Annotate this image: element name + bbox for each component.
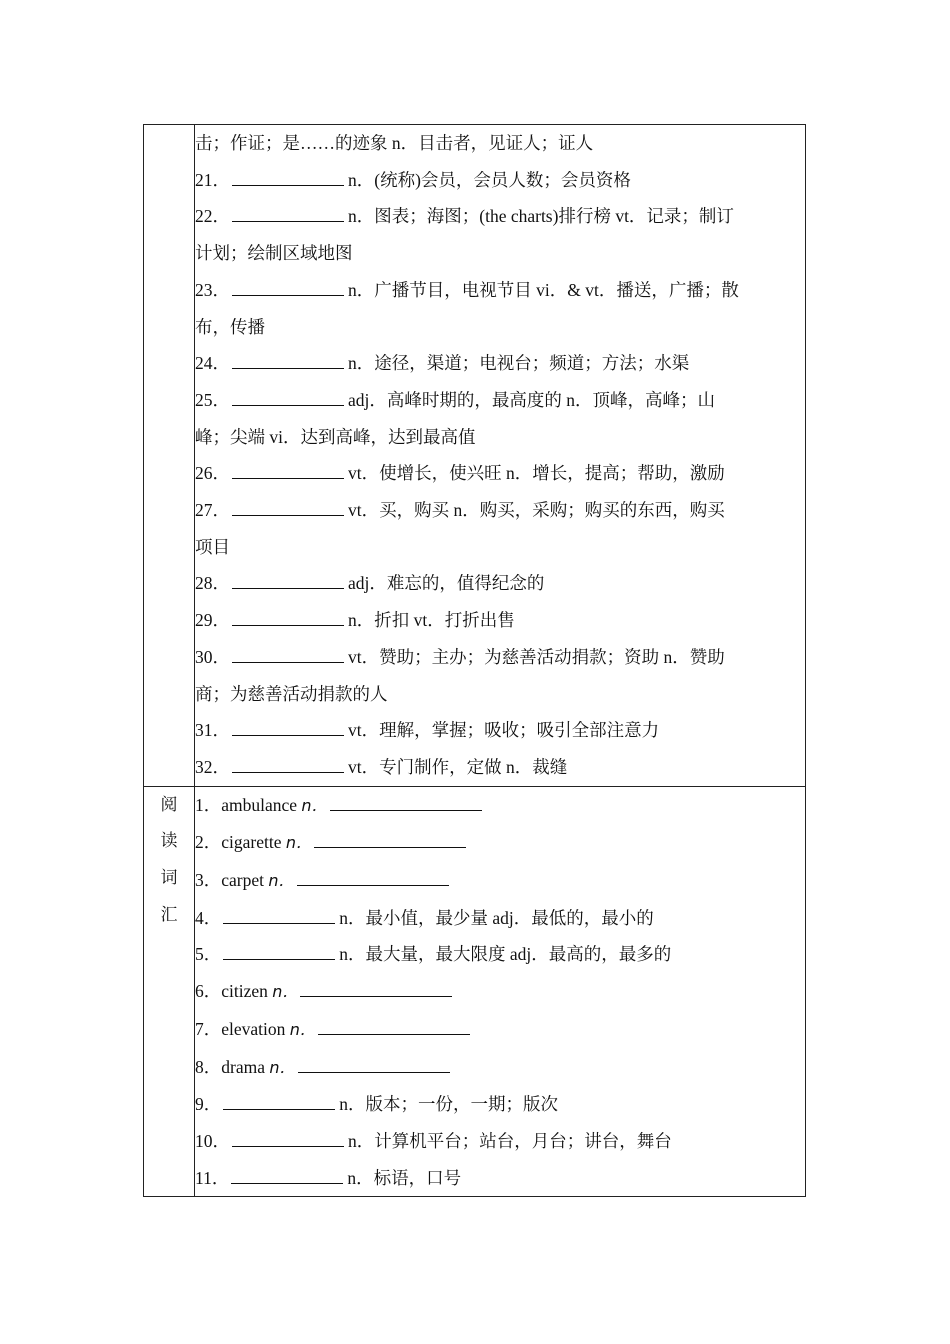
list-item: [195, 639, 805, 676]
item-number: 24．: [195, 353, 230, 374]
item-number: 27．: [195, 500, 230, 521]
item-number: 7．: [195, 1018, 222, 1039]
answer-blank[interactable]: [232, 715, 344, 736]
answer-blank[interactable]: [314, 827, 466, 848]
item-number: 28．: [195, 573, 230, 594]
item-definition: n．广播节目，电视节目 vi．& vt．播送，广播；散: [348, 279, 739, 300]
list-item: [195, 900, 805, 937]
item-definition: n．标语，口号: [347, 1167, 462, 1188]
item-number: 4．: [195, 907, 222, 928]
item-word: carpet: [221, 870, 264, 891]
item-number: 5．: [195, 944, 222, 965]
list-item: [195, 936, 805, 973]
item-number: 25．: [195, 389, 230, 410]
list-item-continuation: 峰；尖端 vi．达到高峰，达到最高值: [195, 426, 476, 447]
list-item: [195, 787, 805, 825]
list-item: [195, 272, 805, 309]
item-definition: vt．买，购买 n．购买，采购；购买的东西，购买: [348, 500, 725, 521]
item-number: 3．: [195, 870, 222, 891]
item-definition: vt．专门制作，定做 n．裁缝: [348, 756, 568, 777]
item-number: 8．: [195, 1056, 222, 1077]
list-item: 击；作证；是……的迹象 n．目击者，见证人；证人: [195, 133, 594, 153]
list-item: [195, 973, 805, 1011]
item-word: drama: [221, 1056, 265, 1077]
answer-blank[interactable]: [223, 939, 335, 960]
section-label-char: 汇: [160, 904, 178, 925]
list-item: [195, 1160, 805, 1197]
answer-blank[interactable]: [231, 1163, 343, 1184]
item-definition: n．最小值，最少量 adj．最低的，最小的: [339, 907, 654, 928]
section-label-char: 词: [160, 868, 178, 889]
item-number: 26．: [195, 463, 230, 484]
reading-vocab-list: [195, 786, 806, 1197]
item-word: ambulance: [221, 794, 298, 815]
item-pos: n．: [268, 871, 295, 891]
item-number: 30．: [195, 646, 230, 667]
answer-blank[interactable]: [223, 903, 335, 924]
vocabulary-table: [143, 124, 806, 1197]
item-definition: n．图表；海图；(the charts)排行榜 vt．记录；制订: [348, 206, 734, 227]
item-number: 1．: [195, 794, 222, 815]
section-label-cell: [144, 786, 195, 1197]
item-number: 31．: [195, 720, 230, 741]
item-word: cigarette: [221, 832, 282, 853]
item-number: 10．: [195, 1130, 230, 1151]
answer-blank[interactable]: [232, 642, 344, 663]
answer-blank[interactable]: [318, 1014, 470, 1035]
answer-blank[interactable]: [232, 348, 344, 369]
item-pos: n．: [301, 795, 328, 815]
item-definition: n．版本；一份，一期；版次: [339, 1094, 558, 1115]
item-definition: vt．使增长，使兴旺 n．增长，提高；帮助，激励: [348, 463, 725, 484]
item-number: 22．: [195, 206, 230, 227]
list-item: [195, 602, 805, 639]
item-pos: n．: [285, 833, 313, 853]
answer-blank[interactable]: [298, 1052, 450, 1073]
list-item-continuation: 布，传播: [195, 316, 265, 337]
item-pos: n．: [272, 982, 299, 1002]
list-item: [195, 492, 805, 529]
item-number: 11．: [195, 1167, 230, 1188]
item-number: 23．: [195, 279, 230, 300]
item-number: 2．: [195, 832, 222, 853]
item-pos: n．: [289, 1019, 316, 1039]
section-label-char: 阅: [160, 794, 178, 815]
list-item: [195, 749, 805, 786]
list-item: [195, 162, 805, 199]
item-definition: n．途径，渠道；电视台；频道；方法；水渠: [348, 353, 690, 374]
list-item: [195, 198, 805, 235]
answer-blank[interactable]: [232, 275, 344, 296]
answer-blank[interactable]: [330, 790, 482, 811]
list-item: [195, 1011, 805, 1049]
item-definition: vt．理解，掌握；吸收；吸引全部注意力: [348, 720, 660, 741]
answer-blank[interactable]: [232, 201, 344, 222]
list-item-continuation: 计划；绘制区域地图: [195, 243, 353, 264]
list-item: [195, 345, 805, 382]
list-item-continuation: 项目: [195, 536, 230, 557]
list-item: [195, 382, 805, 419]
item-definition: n．最大量，最大限度 adj．最高的，最多的: [339, 944, 672, 965]
item-definition: n．计算机平台；站台，月台；讲台，舞台: [348, 1130, 672, 1151]
table-row: [144, 125, 806, 787]
list-item: [195, 1123, 805, 1160]
list-item: [195, 1049, 805, 1087]
answer-blank[interactable]: [232, 568, 344, 589]
answer-blank[interactable]: [232, 752, 344, 773]
item-number: 21．: [195, 169, 230, 190]
section-label-char: 读: [160, 831, 178, 852]
item-definition: adj．高峰时期的，最高度的 n．顶峰，高峰；山: [348, 389, 716, 410]
item-definition: vt．赞助；主办；为慈善活动捐款；资助 n．赞助: [348, 646, 725, 667]
item-number: 29．: [195, 610, 230, 631]
item-number: 32．: [195, 756, 230, 777]
section-label-cell: [144, 125, 195, 787]
list-item-continuation: 商；为慈善活动捐款的人: [195, 683, 388, 704]
answer-blank[interactable]: [232, 495, 344, 516]
item-number: 6．: [195, 981, 222, 1002]
item-definition: adj．难忘的，值得纪念的: [348, 573, 545, 594]
list-item: [195, 455, 805, 492]
answer-blank[interactable]: [232, 605, 344, 626]
vocab-list-continued: [195, 125, 806, 787]
item-pos: n．: [269, 1057, 296, 1077]
answer-blank[interactable]: [232, 385, 344, 406]
answer-blank[interactable]: [223, 1089, 335, 1110]
answer-blank[interactable]: [232, 1126, 344, 1147]
item-definition: n．折扣 vt．打折出售: [348, 610, 515, 631]
list-item: [195, 712, 805, 749]
list-item: [195, 565, 805, 602]
answer-blank[interactable]: [232, 458, 344, 479]
item-number: 9．: [195, 1094, 222, 1115]
table-row: [144, 786, 806, 1197]
item-word: citizen: [221, 981, 268, 1002]
list-item: [195, 824, 805, 862]
item-definition: n．(统称)会员，会员人数；会员资格: [348, 169, 631, 190]
list-item: [195, 862, 805, 900]
answer-blank[interactable]: [297, 865, 449, 886]
list-item: [195, 1086, 805, 1123]
answer-blank[interactable]: [232, 165, 344, 186]
answer-blank[interactable]: [300, 976, 452, 997]
item-word: elevation: [221, 1018, 286, 1039]
